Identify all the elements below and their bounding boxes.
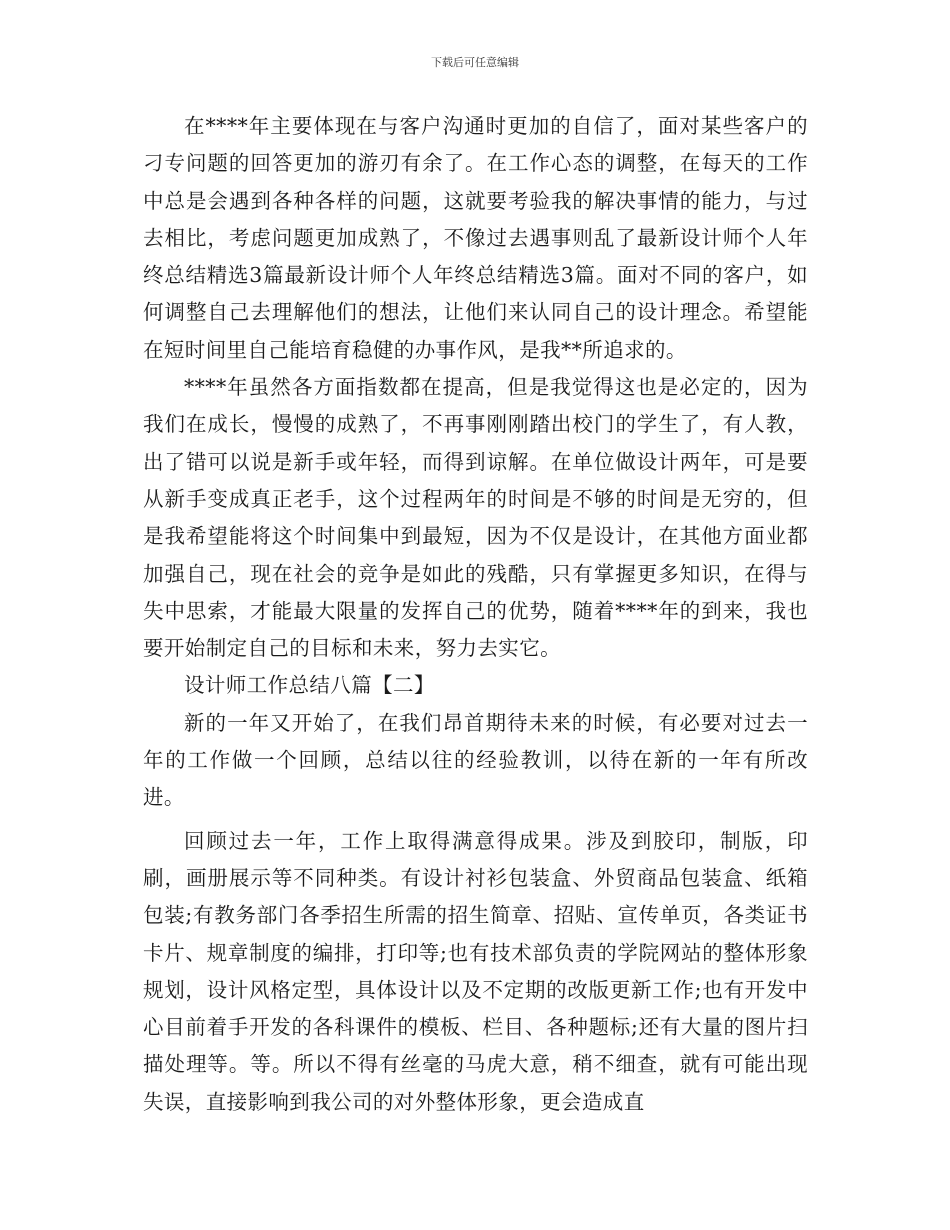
paragraph-3: 新的一年又开始了，在我们昂首期待未来的时候，有必要对过去一年的工作做一个回顾，总结以往的经验教训，以待在新的一年有所改进。	[143, 710, 808, 810]
document-body	[143, 108, 808, 1121]
paragraph-1: 在****年主要体现在与客户沟通时更加的自信了，面对某些客户的刁专问题的回答更加的游刃有余了。在工作心态的调整，在每天的工作中总是会遇到各种各样的问题，这就要考验我的解决事情的能力，与过去相比，考虑问题更加成熟了，不像过去遇事则乱了最新设计师个人年终总结精选3篇最新设计师个人年终总结精选3篇。面对不同的客户，如何调整自己去理解他们的想法，让他们来认同自己的设计理念。希望能在短时间里自己能培育稳健的办事作风，是我**所追求的。	[143, 114, 808, 362]
section-heading: 设计师工作总结八篇【二】	[184, 673, 435, 698]
header-note: 下载后可任意编辑	[431, 56, 519, 69]
paragraph-2: ****年虽然各方面指数都在提高，但是我觉得这也是必定的，因为我们在成长，慢慢的成熟了，不再事刚刚踏出校门的学生了，有人教，出了错可以说是新手或年轻，而得到谅解。在单位做设计两年，可是要从新手变成真正老手，这个过程两年的时间是不够的时间是无穷的，但是我希望能将这个时间集中到最短，因为不仅是设计，在其他方面业都加强自己，现在社会的竞争是如此的残酷，只有掌握更多知识，在得与失中思索，才能最大限量的发挥自己的优势，随着****年的到来，我也要开始制定自己的目标和未来，努力去实它。	[143, 375, 808, 661]
paragraph-4: 回顾过去一年，工作上取得满意得成果。涉及到胶印，制版，印刷，画册展示等不同种类。有设计衬衫包装盒、外贸商品包装盒、纸箱包装;有教务部门各季招生所需的招生简章、招贴、宣传单页，各类证书卡片、规章制度的编排，打印等;也有技术部负责的学院网站的整体形象规划，设计风格定型，具体设计以及不定期的改版更新工作;也有开发中心目前着手开发的各科课件的模板、栏目、各种题标;还有大量的图片扫描处理等。等。所以不得有丝毫的马虎大意，稍不细查，就有可能出现失误，直接影响到我公司的对外整体形象，更会造成直	[143, 828, 808, 1114]
